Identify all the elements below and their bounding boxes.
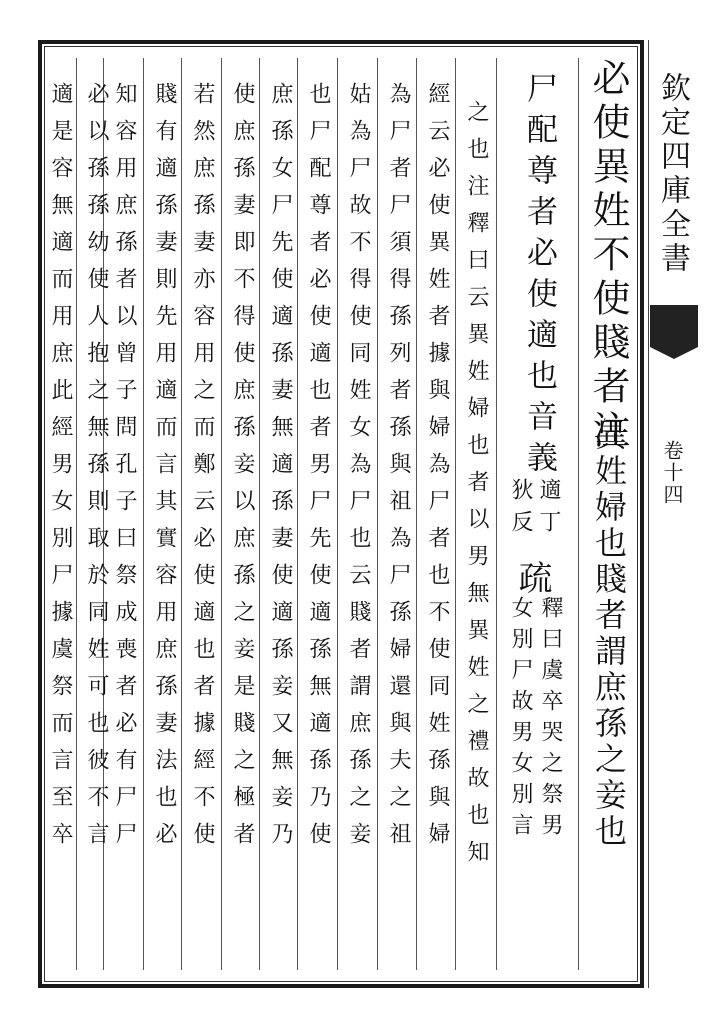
commentary-column-2: 經云必使異姓者據與婦為尸者也不使同姓孫與婦 <box>425 82 450 859</box>
column-separator <box>221 58 222 970</box>
column-separator <box>416 58 417 970</box>
main-text-column-2: 尸配尊者必使適也音義 <box>521 72 557 482</box>
commentary-column-1: 之也注釋曰云異姓婦也者以男無異姓之禮故也知 <box>464 100 489 877</box>
commentary-column-10: 知容用庶孫者以曾子問孔子曰祭成喪者必有尸尸 <box>112 82 137 859</box>
commentary-column-12: 適是容無適而用庶此經男女別尸據虞祭而言至卒 <box>48 82 73 859</box>
commentary-column-7: 使庶孫妻即不得使庶孫妾以庶孫之妾是賤之極者 <box>230 82 255 859</box>
commentary-column-5: 也尸配尊者必使適也者男尸先使適孫無適孫乃使 <box>306 82 331 859</box>
margin-volume-label: 卷十四 <box>660 440 684 506</box>
commentary-note-a: 釋曰虞卒哭之祭男 <box>538 596 563 844</box>
column-separator <box>337 58 338 970</box>
column-separator <box>496 58 497 970</box>
column-separator <box>578 58 579 970</box>
commentary-column-4: 姑為尸故不得使同姓女為尸也云賤者謂庶孫之妾 <box>346 82 371 859</box>
margin-divider <box>648 40 649 988</box>
pronunciation-note-b: 狄反 <box>508 478 533 542</box>
commentary-column-6: 庶孫女尸先使適孫妻無適孫妻使適孫妾又無妾乃 <box>268 82 293 859</box>
column-separator <box>76 58 77 970</box>
pronunciation-note-a: 適丁 <box>536 478 561 542</box>
column-separator <box>297 58 298 970</box>
column-separator <box>259 58 260 970</box>
main-text-column-1: 必使異姓不使賤者注 <box>586 58 630 454</box>
column-separator <box>143 58 144 970</box>
margin-book-title: 欽定四庫全書 <box>655 72 690 276</box>
column-separator <box>377 58 378 970</box>
commentary-column-9: 賤有適孫妻則先用適而言其實容用庶孫妻法也必 <box>152 82 177 859</box>
commentary-column-3: 為尸者尸須得孫列者孫與祖為尸孫婦還與夫之祖 <box>386 82 411 859</box>
commentary-note-b: 女別尸故男女別言 <box>508 596 533 844</box>
commentary-column-11: 必以孫孫幼使人抱之無孫則取於同姓可也彼不言 <box>84 82 109 859</box>
column-separator <box>455 58 456 970</box>
commentary-marker: 疏 <box>512 560 552 594</box>
fishtail-mark-icon <box>650 305 698 347</box>
commentary-column-8: 若然庶孫妻亦容用之而鄭云必使適也者據經不使 <box>190 82 215 859</box>
annotation-column-1: 異姓婦也賤者謂庶孫之妾也 <box>590 418 628 850</box>
column-separator <box>181 58 182 970</box>
